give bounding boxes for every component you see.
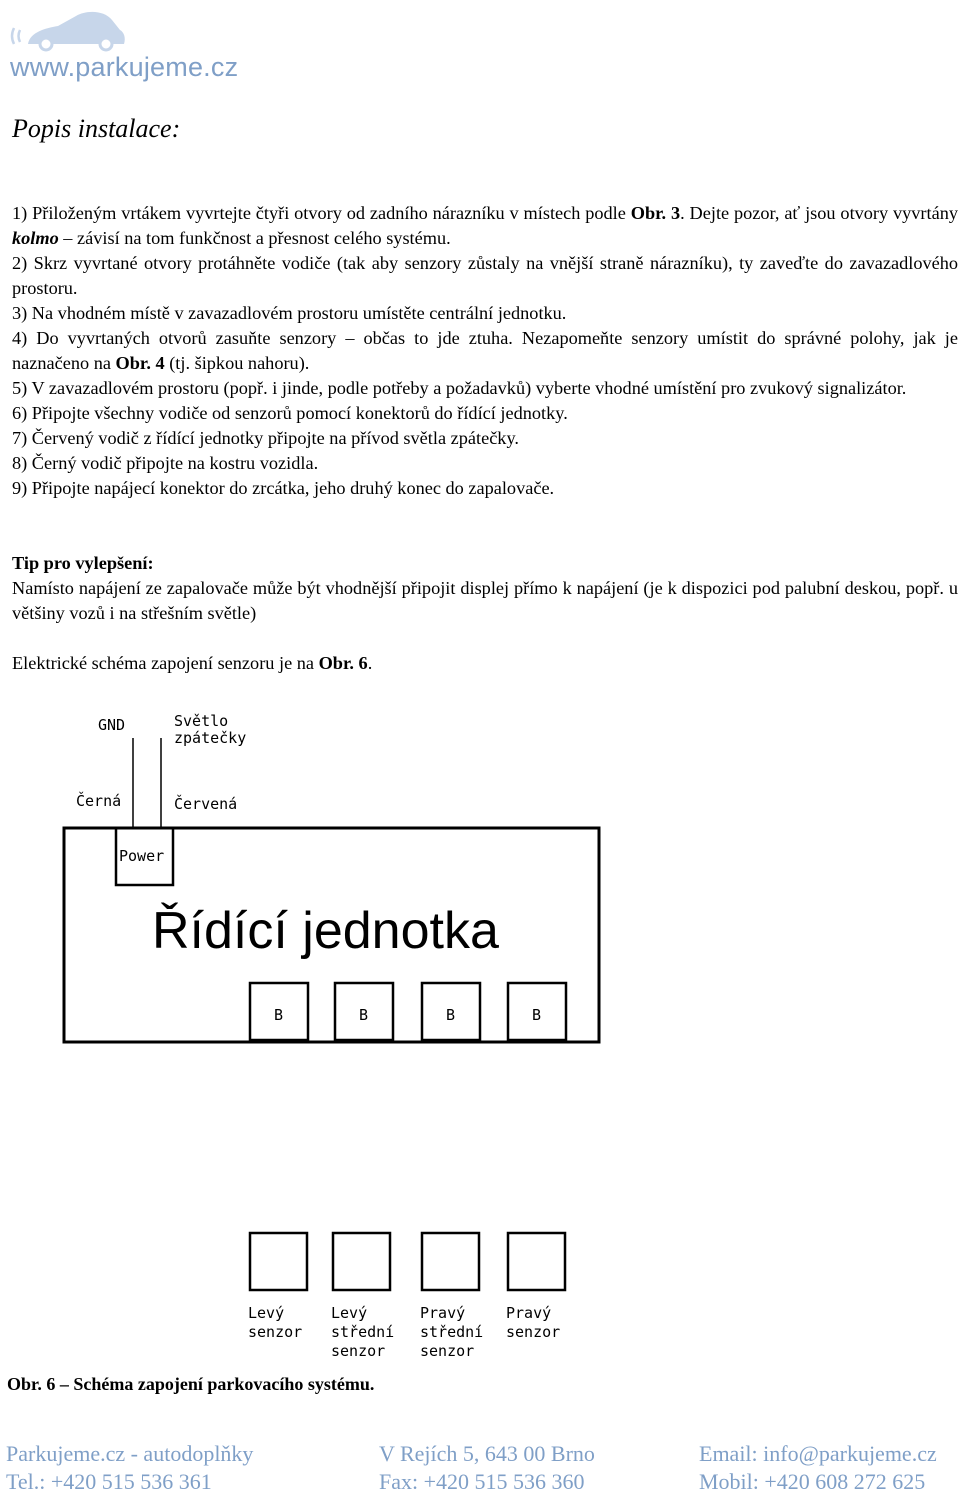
step-text: 3) Na vhodném místě v zavazadlovém prostoru umístěte centrální jednotku. — [12, 303, 567, 323]
installation-steps — [12, 201, 958, 501]
sensor-label: senzor — [248, 1323, 303, 1341]
step-text: – závisí na tom funkčnost a přesnost celého systému. — [58, 228, 451, 248]
install-step — [12, 326, 958, 376]
sensor-box — [422, 1233, 479, 1290]
page-title: Popis instalace: — [12, 114, 181, 143]
footer-address: V Rejích 5, 643 00 Brno — [379, 1441, 595, 1466]
car-logo-icon — [8, 6, 258, 56]
install-step — [12, 476, 958, 501]
sensors — [248, 1233, 565, 1360]
sensor-box — [508, 1233, 565, 1290]
install-step — [12, 201, 958, 251]
wiring-diagram — [0, 700, 960, 1370]
figure-caption: Obr. 6 – Schéma zapojení parkovacího systému. — [7, 1374, 375, 1394]
logo-url-text: www.parkujeme.cz — [10, 52, 239, 82]
connector-label: B — [359, 1006, 369, 1024]
light-label-line2: zpátečky — [174, 729, 247, 747]
sensor-label: senzor — [506, 1323, 561, 1341]
sensor-label: Levý — [248, 1304, 285, 1322]
parkujeme-logo — [8, 6, 258, 84]
footer-mobile: Mobil: +420 608 272 625 — [699, 1469, 926, 1494]
sensor-label: Levý — [331, 1304, 368, 1322]
tip-section — [12, 551, 958, 626]
sensor-box — [250, 1233, 307, 1290]
step-text: Obr. 3 — [630, 203, 681, 223]
step-text: 5) V zavazadlovém prostoru (popř. i jinde, podle potřeby a požadavků) vyberte vhodné umístění pro zvukový signalizátor. — [12, 378, 907, 398]
sensor-label: střední — [420, 1323, 484, 1341]
step-text: 4) Do vyvrtaných otvorů zasuňte senzory – občas to jde ztuha. Nezapomeňte senzory umístit do správné polohy, jak je naznačeno na — [12, 328, 958, 373]
power-label: Power — [119, 847, 165, 865]
sensor-label: Pravý — [420, 1304, 466, 1322]
sensor-label: střední — [331, 1323, 395, 1341]
install-step — [12, 401, 958, 426]
step-text: 6) Připojte všechny vodiče od senzorů pomocí konektorů do řídící jednotky. — [12, 403, 568, 423]
sensor-label: senzor — [331, 1342, 386, 1360]
tip-heading: Tip pro vylepšení: — [12, 553, 154, 573]
tip-text: Namísto napájení ze zapalovače může být vhodnější připojit displej přímo k napájení (je k dispozici pod palubní deskou, popř. u většiny vozů i na střešním světle) — [12, 578, 958, 623]
step-text: kolmo — [12, 228, 59, 248]
schema-reference — [12, 651, 958, 676]
step-text: 9) Připojte napájecí konektor do zrcátka, jeho druhý konec do zapalovače. — [12, 478, 555, 498]
install-step — [12, 301, 958, 326]
footer-email[interactable]: Email: info@parkujeme.cz — [699, 1441, 937, 1466]
footer-phone: Tel.: +420 515 536 361 — [6, 1469, 212, 1494]
footer-company: Parkujeme.cz - autodoplňky — [6, 1441, 254, 1466]
sensor-label: senzor — [420, 1342, 475, 1360]
install-step — [12, 251, 958, 301]
schema-ref-figure: Obr. 6 — [318, 653, 368, 673]
step-text: . Dejte pozor, ať jsou otvory vyvrtány — [680, 203, 958, 223]
step-text: 1) Přiloženým vrtákem vyvrtejte čtyři otvory od zadního nárazníku v místech podle — [12, 203, 631, 223]
install-step — [12, 426, 958, 451]
step-text: 2) Skrz vyvrtané otvory protáhněte vodiče (tak aby senzory zůstaly na vnější straně nárazníku), ty zaveďte do zavazadlového prostoru. — [12, 253, 958, 298]
gnd-label: GND — [98, 716, 126, 734]
step-text: (tj. šipkou nahoru). — [164, 353, 310, 373]
unit-title: Řídící jednotka — [152, 902, 499, 960]
install-step — [12, 451, 958, 476]
red-wire-label: Červená — [174, 795, 238, 813]
schema-ref-end: . — [367, 653, 373, 673]
step-text: 7) Červený vodič z řídící jednotky připojte na přívod světla zpátečky. — [12, 428, 519, 448]
connector-label: B — [274, 1006, 284, 1024]
connector-label: B — [532, 1006, 542, 1024]
sensor-box — [333, 1233, 390, 1290]
sensor-connectors — [250, 983, 566, 1040]
install-step — [12, 376, 958, 401]
light-label-line1: Světlo — [174, 712, 229, 730]
footer-fax: Fax: +420 515 536 360 — [379, 1469, 585, 1494]
step-text: 8) Černý vodič připojte na kostru vozidla. — [12, 453, 319, 473]
footer — [0, 1441, 960, 1497]
sensor-label: Pravý — [506, 1304, 552, 1322]
step-text: Obr. 4 — [115, 353, 165, 373]
schema-ref-text: Elektrické schéma zapojení senzoru je na — [12, 653, 319, 673]
connector-label: B — [446, 1006, 456, 1024]
black-wire-label: Černá — [76, 792, 122, 810]
